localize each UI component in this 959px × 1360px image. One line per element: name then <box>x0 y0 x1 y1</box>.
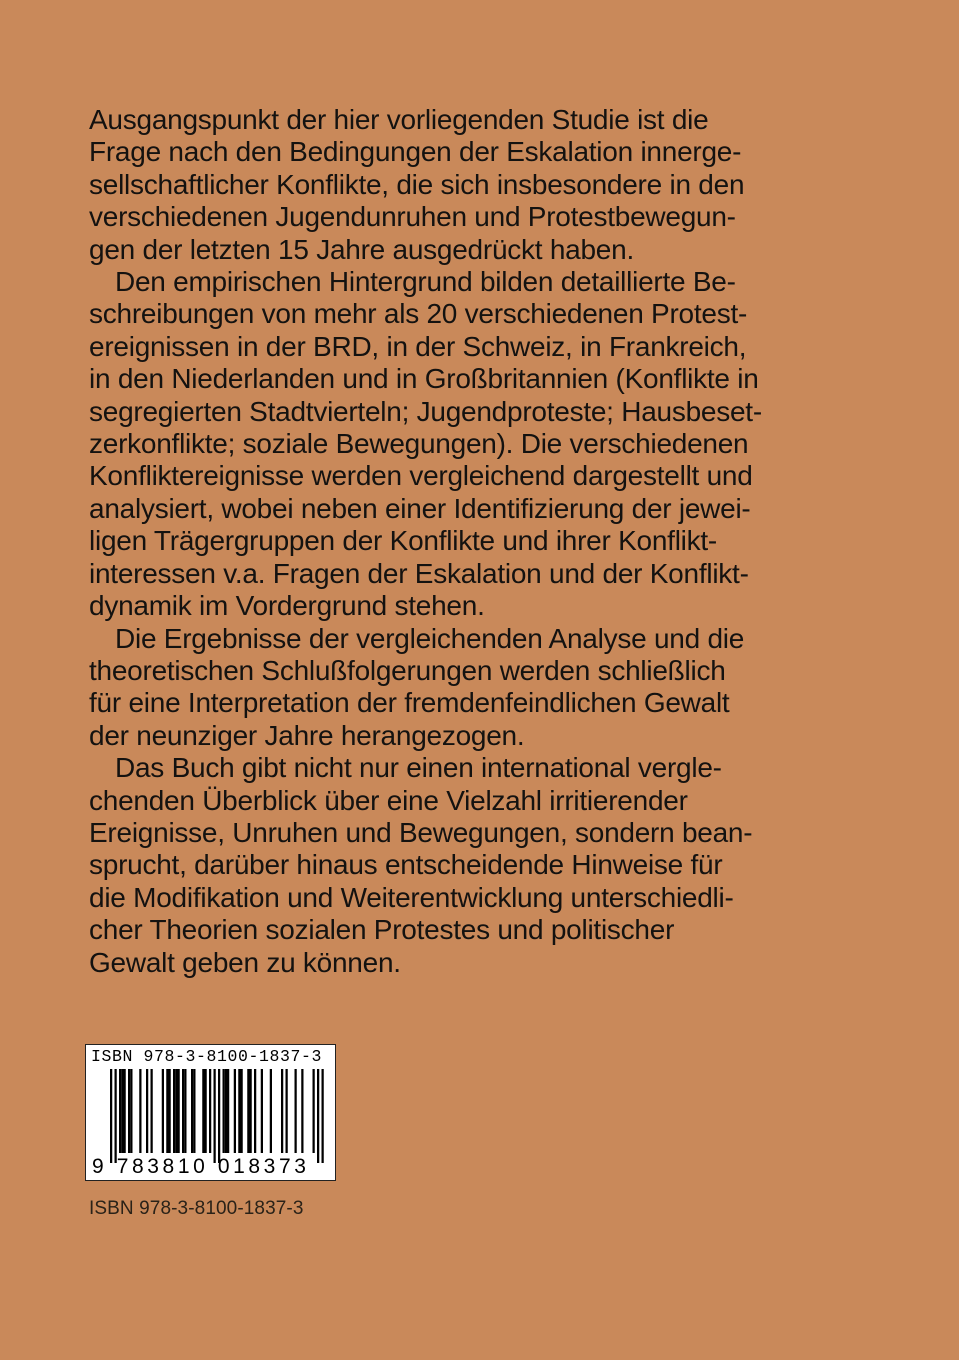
blurb-line: für eine Interpretation der fremdenfeindlichen Gewalt <box>89 687 730 719</box>
barcode-bar <box>162 1069 164 1153</box>
isbn-text: ISBN 978-3-8100-1837-3 <box>89 1198 304 1219</box>
blurb-line: Frage nach den Bedingungen der Eskalation innerge- <box>89 136 742 168</box>
barcode-bar <box>128 1069 130 1153</box>
barcode-digits: 9 783810 018373 <box>92 1155 310 1178</box>
barcode-bar <box>124 1069 126 1153</box>
barcode-bar <box>317 1069 319 1163</box>
blurb-line: sprucht, darüber hinaus entscheidende Hinweise für <box>89 849 723 881</box>
barcode-bar <box>110 1069 112 1163</box>
barcode-bar <box>139 1069 141 1153</box>
barcode-bar <box>238 1069 240 1153</box>
blurb-line: Ereignisse, Unruhen und Bewegungen, sondern bean- <box>89 816 753 848</box>
blurb-line: schreibungen von mehr als 20 verschiedenen Protest- <box>89 298 748 330</box>
barcode-isbn-label: ISBN 978-3-8100-1837-3 <box>91 1047 323 1066</box>
blurb-line: zerkonflikte; soziale Bewegungen). Die verschiedenen <box>89 428 749 460</box>
barcode-bar <box>184 1069 186 1153</box>
barcode-bar <box>254 1069 256 1153</box>
blurb-line: in den Niederlanden und in Großbritannien (Konflikte in <box>89 363 759 395</box>
blurb-line: ereignissen in der BRD, in der Schweiz, in Frankreich, <box>89 330 747 362</box>
barcode-bar <box>205 1069 207 1153</box>
barcode-bar <box>151 1069 153 1153</box>
barcode <box>85 1044 336 1181</box>
barcode-bar <box>193 1069 195 1153</box>
barcode-bar <box>119 1069 121 1153</box>
barcode-bar <box>241 1069 243 1153</box>
blurb-line: analysiert, wobei neben einer Identifizierung der jewei- <box>89 492 751 524</box>
barcode-bar <box>202 1069 204 1153</box>
barcode-bar <box>247 1069 249 1153</box>
barcode-bar <box>214 1069 216 1163</box>
barcode-bar <box>121 1069 123 1153</box>
blurb-text <box>89 104 879 979</box>
barcode-bar <box>182 1069 184 1153</box>
blurb-line: Den empirischen Hintergrund bilden detaillierte Be- <box>115 266 736 298</box>
blurb-line: Das Buch gibt nicht nur einen international vergle- <box>115 752 722 784</box>
blurb-line: segregierten Stadtvierteln; Jugendproteste; Hausbeset- <box>89 395 762 427</box>
barcode-bar <box>166 1069 168 1153</box>
blurb-line: cher Theorien sozialen Protestes und politischer <box>89 914 675 946</box>
barcode-bar <box>301 1069 303 1153</box>
barcode-bar <box>322 1069 324 1163</box>
barcode-bar <box>173 1069 175 1153</box>
barcode-bar <box>270 1069 272 1153</box>
blurb-line: der neunziger Jahre herangezogen. <box>89 719 525 751</box>
barcode-bar <box>178 1069 180 1153</box>
barcode-bar <box>223 1069 225 1153</box>
barcode-bar <box>261 1069 263 1153</box>
barcode-bar <box>115 1069 117 1163</box>
barcode-bar <box>146 1069 148 1153</box>
blurb-line: Ausgangspunkt der hier vorliegenden Studie ist die <box>89 104 709 135</box>
barcode-bar <box>281 1069 283 1153</box>
barcode-bar <box>130 1069 132 1153</box>
barcode-bar <box>313 1069 315 1153</box>
blurb-line: ligen Trägergruppen der Konflikte und ihrer Konflikt- <box>89 525 718 557</box>
blurb-line: interessen v.a. Fragen der Eskalation und der Konflikt- <box>89 557 749 589</box>
blurb-line: Konfliktereignisse werden vergleichend dargestellt und <box>89 460 753 492</box>
blurb-paragraph-4 <box>89 752 879 979</box>
barcode-bar <box>295 1069 297 1153</box>
blurb-line: dynamik im Vordergrund stehen. <box>89 590 485 622</box>
blurb-paragraph-2 <box>89 266 879 622</box>
blurb-paragraph-3 <box>89 623 879 753</box>
blurb-line: Die Ergebnisse der vergleichenden Analyse und die <box>115 622 745 654</box>
barcode-bar <box>218 1069 220 1163</box>
barcode-bar <box>191 1069 193 1153</box>
blurb-line: chenden Überblick über eine Vielzahl irritierender <box>89 784 688 816</box>
barcode-bar <box>234 1069 236 1153</box>
barcode-bar <box>250 1069 252 1153</box>
barcode-bar <box>209 1069 211 1153</box>
blurb-line: sellschaftlicher Konflikte, die sich insbesondere in den <box>89 168 745 200</box>
barcode-bar <box>286 1069 288 1153</box>
barcode-bar <box>227 1069 229 1153</box>
blurb-line: Gewalt geben zu können. <box>89 946 401 978</box>
barcode-bar <box>225 1069 227 1153</box>
barcode-bar <box>169 1069 171 1153</box>
blurb-line: theoretischen Schlußfolgerungen werden schließlich <box>89 654 726 686</box>
blurb-line: verschiedenen Jugendunruhen und Protestbewegun- <box>89 201 736 233</box>
barcode-bar <box>175 1069 177 1153</box>
blurb-line: gen der letzten 15 Jahre ausgedrückt haben. <box>89 233 634 265</box>
blurb-paragraph-1 <box>89 104 879 266</box>
blurb-line: die Modifikation und Weiterentwicklung unterschiedli- <box>89 881 734 913</box>
